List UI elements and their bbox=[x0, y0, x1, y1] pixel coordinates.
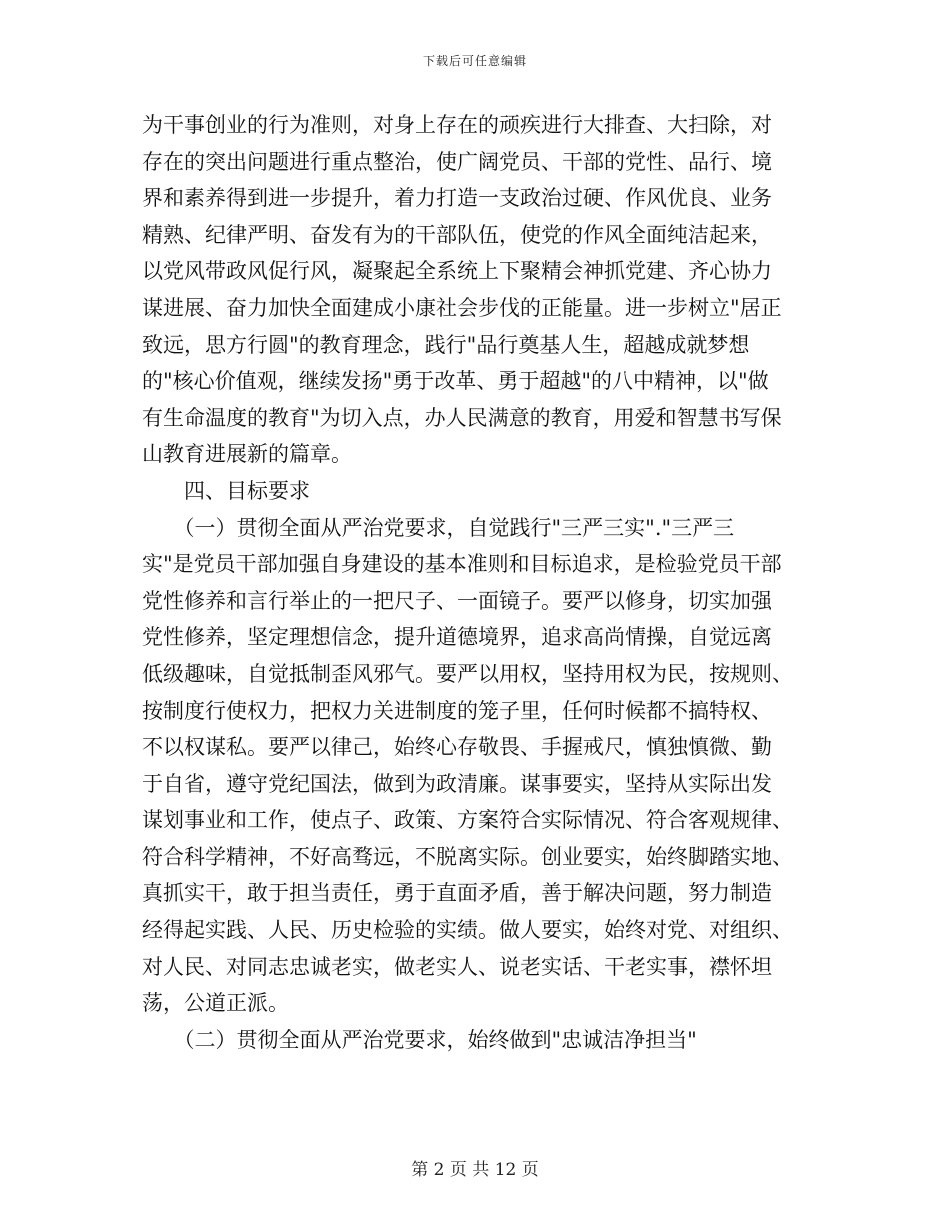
text-line: 实"是党员干部加强自身建设的基本准则和目标追求，是检验党员干部 bbox=[142, 552, 782, 577]
text-line: 存在的突出问题进行重点整治，使广阔党员、干部的党性、品行、境 bbox=[142, 149, 772, 174]
document-body bbox=[142, 107, 810, 1058]
section-heading: 四、目标要求 bbox=[142, 478, 310, 503]
text-line: 对人民、对同志忠诚老实，做老实人、说老实话、干老实事，襟怀坦 bbox=[142, 954, 772, 979]
text-line: 以党风带政风促行风，凝聚起全系统上下聚精会神抓党建、齐心协力 bbox=[142, 259, 772, 284]
text-line: 谋进展、奋力加快全面建成小康社会步伐的正能量。进一步树立"居正 bbox=[142, 295, 782, 320]
subsection-heading: （二）贯彻全面从严治党要求，始终做到"忠诚洁净担当" bbox=[142, 1027, 697, 1052]
text-line: 有生命温度的教育"为切入点，办人民满意的教育，用爱和智慧书写保 bbox=[142, 405, 782, 430]
text-line: 山教育进展新的篇章。 bbox=[142, 442, 352, 467]
text-line: 低级趣味，自觉抵制歪风邪气。要严以用权，坚持用权为民，按规则、 bbox=[142, 661, 793, 686]
text-line: 不以权谋私。要严以律己，始终心存敬畏、手握戒尺，慎独慎微、勤 bbox=[142, 735, 772, 760]
text-line: 的"核心价值观，继续发扬"勇于改革、勇于超越"的八中精神，以"做 bbox=[142, 369, 769, 394]
text-line: 为干事创业的行为准则，对身上存在的顽疾进行大排查、大扫除，对 bbox=[142, 113, 772, 137]
text-line: 谋划事业和工作，使点子、政策、方案符合实际情况、符合客观规律、 bbox=[142, 808, 793, 833]
text-line: 按制度行使权力，把权力关进制度的笼子里，任何时候都不搞特权、 bbox=[142, 698, 772, 723]
text-line: 党性修养，坚定理想信念，提升道德境界，追求高尚情操，自觉远离 bbox=[142, 625, 772, 650]
page-footer: 第 2 页 共 12 页 bbox=[411, 1160, 539, 1180]
text-line: 符合科学精神，不好高骛远，不脱离实际。创业要实，始终脚踏实地、 bbox=[142, 844, 793, 869]
text-line: 精熟、纪律严明、奋发有为的干部队伍，使党的作风全面纯洁起来， bbox=[142, 222, 772, 247]
text-line: 于自省，遵守党纪国法，做到为政清廉。谋事要实，坚持从实际出发 bbox=[142, 771, 772, 796]
text-line: 致远，思方行圆"的教育理念，践行"品行奠基人生，超越成就梦想 bbox=[142, 332, 750, 357]
text-line: 党性修养和言行举止的一把尺子、一面镜子。要严以修身，切实加强 bbox=[142, 588, 772, 613]
text-line: 界和素养得到进一步提升，着力打造一支政治过硬、作风优良、业务 bbox=[142, 186, 772, 211]
text-line: 真抓实干，敢于担当责任，勇于直面矛盾，善于解决问题，努力制造 bbox=[142, 881, 772, 906]
subsection-heading: （一）贯彻全面从严治党要求，自觉践行"三严三实"."三严三 bbox=[142, 515, 735, 540]
text-line: 经得起实践、人民、历史检验的实绩。做人要实，始终对党、对组织、 bbox=[142, 918, 793, 943]
text-line: 荡，公道正派。 bbox=[142, 991, 289, 1016]
page-header: 下载后可任意编辑 bbox=[422, 54, 527, 68]
